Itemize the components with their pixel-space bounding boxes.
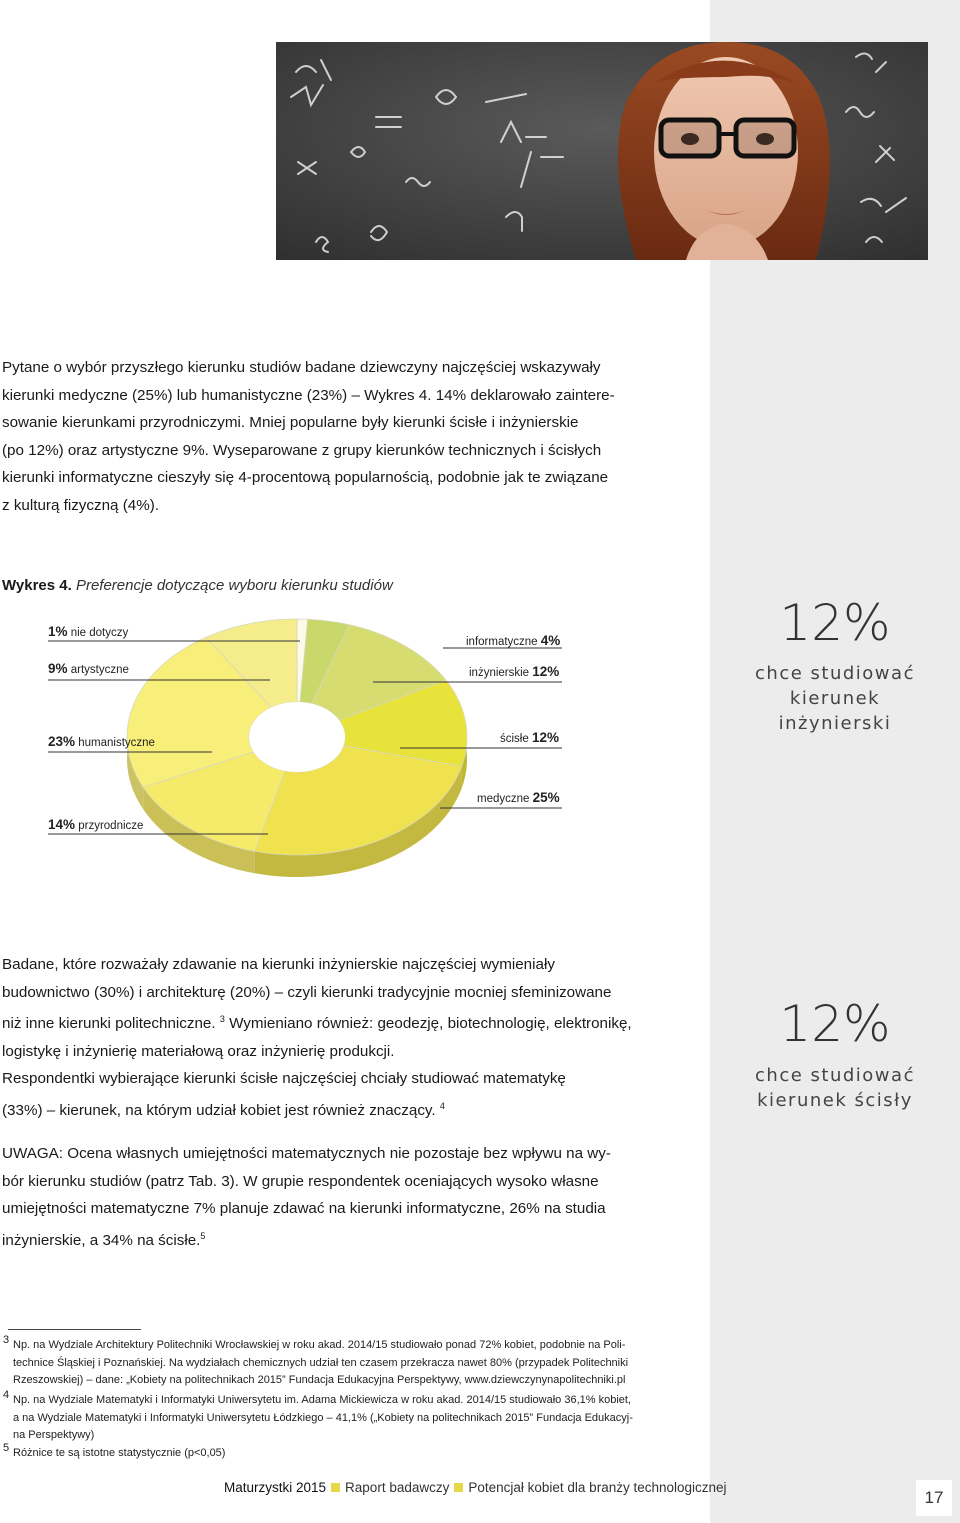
body-text: niż inne kierunki politechniczne. [2,1015,216,1033]
donut-hole [249,702,345,772]
label-value: 14% [48,817,76,832]
footnote-ref[interactable]: 3 [219,1014,225,1024]
footnote-line: a na Wydziale Matematyki i Informatyki Uniwersytetu Łódzkiego – 41,1% („Kobiety na politechnikach 2015” Fundacja Edukacyj- [13,1411,633,1424]
label-value: 12% [532,664,560,679]
footer-brand: Maturzystki 2015 [224,1480,327,1495]
footnote-number: 3 [3,1334,10,1346]
intro-line: z kulturą fizyczną (4%). [2,496,159,514]
label-humanistyczne [48,734,155,749]
footnote-line: technice Śląskiej i Poznańskiej. Na wydziałach chemicznych udział ten czasem przekracza nawet 80% (przypadek Politechniki [13,1356,629,1369]
footnote-line: Różnice te są istotne statystycznie (p<0,05) [13,1447,226,1459]
page-footer [224,1480,727,1495]
footnote-number: 4 [3,1389,10,1401]
body-line: Respondentki wybierające kierunki ścisłe najczęściej chciały studiować matematykę [2,1070,566,1088]
footnote-ref[interactable]: 5 [200,1230,206,1241]
footnote-4 [13,1392,653,1445]
header-photo [276,42,928,260]
label-text: inżynierskie [469,667,530,679]
label-value: 12% [531,730,559,745]
intro-line: Pytane o wybór przyszłego kierunku studiów badane dziewczyny najczęściej wskazywały [2,359,601,376]
body-text: Wymieniano również: geodezję, biotechnologię, elektronikę, [224,1015,632,1033]
body-line: budownictwo (30%) i architekturę (20%) – czyli kierunki tradycyjnie mocniej sfeminizowane [2,983,612,1001]
label-text: artystyczne [70,664,129,676]
label-scisle [500,730,559,745]
body-line: UWAGA: Ocena własnych umiejętności matematycznych nie pozostaje bez wpływu na wy- [2,1145,611,1162]
footnote-ref[interactable]: 4 [439,1100,445,1111]
label-value: 23% [48,734,76,749]
footnote-5 [13,1445,653,1463]
page-number: 17 [916,1480,952,1516]
stat2-value: 12% [779,995,891,1053]
footnote-line: na Perspektywy) [13,1429,95,1441]
footnote-divider [8,1329,141,1330]
label-text: ścisłe [500,733,529,745]
stat2-caption [710,1063,960,1113]
square-bullet-icon [454,1483,463,1492]
figure-caption: Preferencje dotyczące wyboru kierunku studiów [75,577,393,594]
label-nie-dotyczy [48,624,128,639]
donut-chart [0,600,710,900]
figure-title [2,577,393,594]
stat1-line: kierunek [789,688,881,709]
stat1-line: chce studiować [755,663,915,684]
footnote-3 [13,1337,653,1390]
intro-line: (po 12%) oraz artystyczne 9%. Wyseparowane z grupy kierunków technicznych i ścisłych [2,441,602,459]
stat2-line: kierunek ścisły [757,1090,913,1111]
figure-label: Wykres 4. [2,577,72,594]
intro-line: kierunki medyczne (25%) lub humanistyczne (23%) – Wykres 4. 14% deklarowało zaintere- [2,386,615,404]
body-text: inżynierskie, a 34% na ścisłe. [2,1231,201,1249]
label-value: 1% [48,624,68,639]
body-line [2,1093,644,1125]
label-przyrodnicze [48,817,143,832]
body-line: logistykę i inżynierię materiałową oraz inżynierię produkcji. [2,1042,395,1060]
body-line: Badane, które rozważały zdawanie na kierunki inżynierskie najczęściej wymieniały [2,956,555,973]
intro-line: kierunki informatyczne cieszyły się 4-procentową popularnością, podobnie jak te związane [2,469,609,486]
body-line [2,1006,644,1038]
label-text: humanistyczne [78,737,155,749]
stat1-caption [710,661,960,736]
body-line [2,1223,644,1255]
label-text: medyczne [477,793,530,805]
footnote-line: Np. na Wydziale Matematyki i Informatyki Uniwersytetu im. Adama Mickiewicza w roku akad. 2014/15 studiowało 36,1% kobiet, [13,1394,631,1406]
footer-report: Raport badawczy [345,1480,450,1495]
footnote-number: 5 [3,1442,10,1454]
body-paragraph-3 [2,1140,644,1254]
label-value: 4% [540,633,561,648]
label-inzynierskie [469,664,559,679]
body-line: umiejętności matematyczne 7% planuje zdawać na kierunki informatyczne, 26% na studia [2,1200,606,1217]
footnote-line: Np. na Wydziale Architektury Politechniki Wrocławskiej w roku akad. 2014/15 studiowało ponad 72% kobiet, podobnie na Poli- [13,1339,626,1351]
label-informatyczne [466,633,560,648]
intro-line: sowanie kierunkami przyrodniczymi. Mniej popularne były kierunki ścisłe i inżynierskie [2,414,579,431]
label-value: 25% [532,790,560,805]
body-line: bór kierunku studiów (patrz Tab. 3). W grupie respondentek oceniających wysoko własne [2,1172,599,1190]
label-medyczne [477,790,560,805]
label-text: nie dotyczy [70,627,129,639]
stat1-value: 12% [779,594,891,652]
body-paragraph-2 [2,951,644,1124]
square-bullet-icon [331,1483,340,1492]
footnote-line: Rzeszowskiej) – dane: „Kobiety na politechnikach 2015” Fundacja Edukacyjna Perspektywy, www.dziewczynynapolitechniki.pl [13,1374,626,1386]
label-text: informatyczne [466,636,538,648]
label-artystyczne [48,661,129,676]
footer-subtitle: Potencjał kobiet dla branży technologicznej [468,1480,727,1495]
stat2-line: chce studiować [755,1065,915,1086]
label-text: przyrodnicze [78,820,144,832]
body-text: (33%) – kierunek, na którym udział kobiet jest również znaczący. [2,1101,436,1119]
stat1-line: inżynierski [778,713,892,734]
label-value: 9% [48,661,68,676]
intro-paragraph [2,354,644,519]
